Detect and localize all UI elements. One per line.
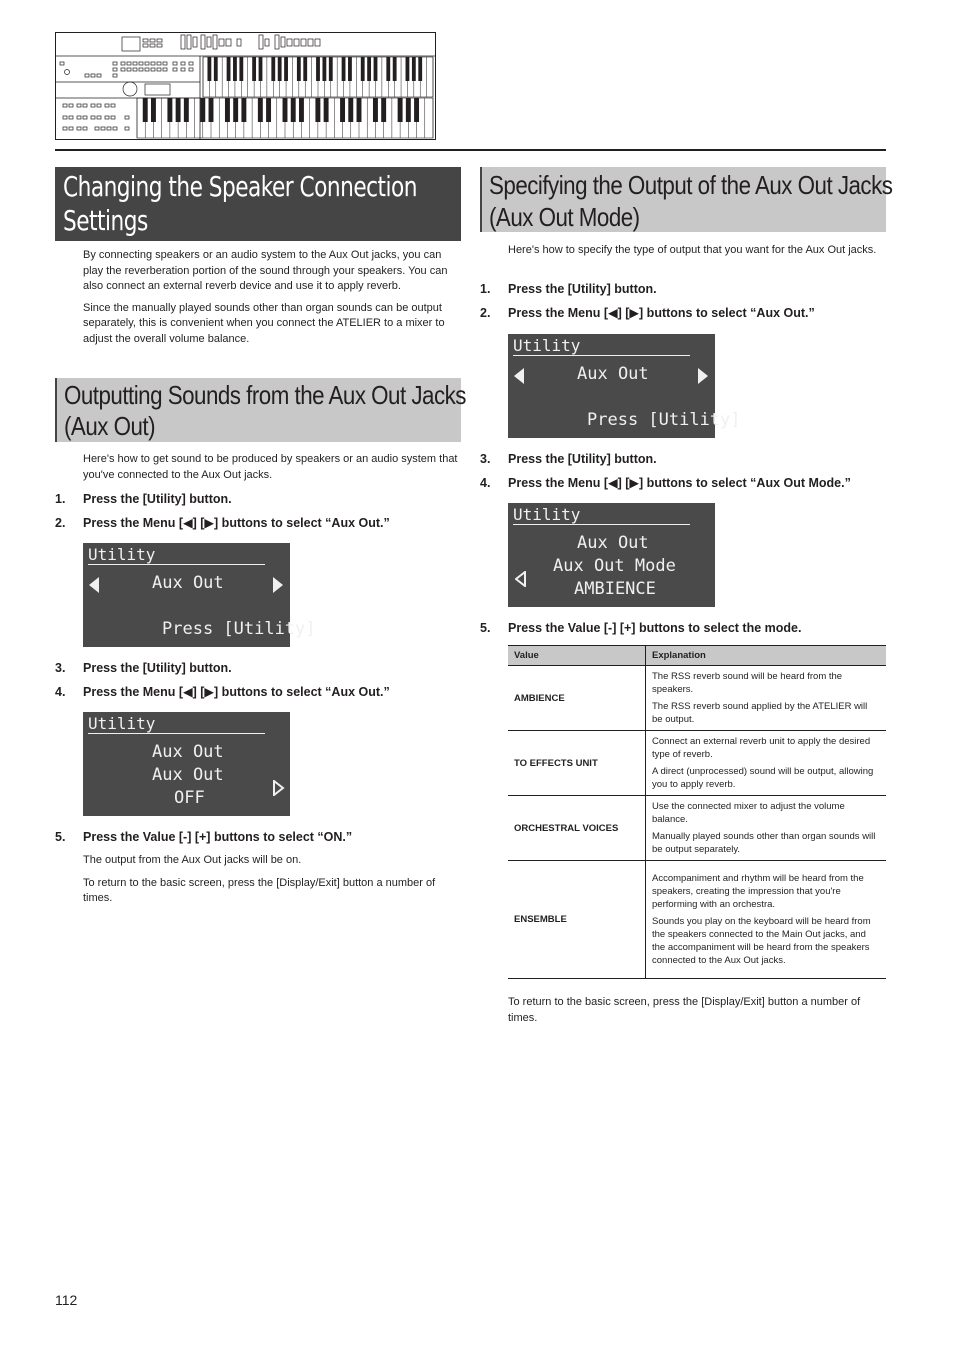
right-outline-arrow-icon bbox=[273, 780, 285, 796]
intro-paragraph-1: By connecting speakers or an audio system to the Aux Out jacks, you can play the reverberation portion of the sound through your speakers. You can also connect an external reverb device and use it to apply reverb. bbox=[83, 249, 448, 292]
value-cell: ENSEMBLE bbox=[508, 861, 646, 979]
black-key bbox=[322, 57, 326, 81]
lcd-screen-aux-out-mode bbox=[508, 503, 715, 607]
header-rule bbox=[55, 149, 886, 151]
explanation-cell bbox=[646, 861, 887, 979]
black-key bbox=[406, 98, 411, 122]
explanation-cell bbox=[646, 796, 887, 861]
table-row bbox=[508, 796, 886, 861]
explanation-text: Accompaniment and rhythm will be heard from the speakers, creating the impression that you're performing with an orchestra. bbox=[652, 873, 864, 910]
black-key bbox=[342, 57, 346, 81]
lcd-screen-utility bbox=[83, 543, 316, 647]
main-heading-line1: Changing the Speaker Connection bbox=[63, 170, 417, 203]
value-cell: TO EFFECTS UNIT bbox=[508, 731, 646, 796]
right-intro: Here's how to specify the type of output that you want for the Aux Out jacks. bbox=[508, 244, 877, 256]
black-key bbox=[176, 98, 181, 122]
black-key bbox=[348, 98, 353, 122]
column-header-explanation: Explanation bbox=[646, 646, 887, 666]
step-number: 5. bbox=[55, 830, 66, 844]
step-number: 3. bbox=[480, 452, 491, 466]
black-key bbox=[233, 57, 237, 81]
intro-paragraph-2: Since the manually played sounds other than organ sounds can be output separately, this is convenient when you connect the ATELIER to a mixer to adjust the overall volume balance. bbox=[83, 301, 445, 345]
lcd-line: Aux Out Mode bbox=[553, 556, 676, 576]
step-number: 3. bbox=[55, 661, 66, 675]
black-key bbox=[284, 57, 288, 81]
black-key bbox=[381, 98, 386, 122]
step-text: Press the Value [-] [+] buttons to select “ON.” bbox=[83, 830, 353, 844]
lcd-line: Aux Out bbox=[152, 742, 224, 762]
value-cell: AMBIENCE bbox=[508, 666, 646, 731]
left-intro bbox=[83, 248, 461, 347]
black-key bbox=[252, 57, 256, 81]
step-number: 1. bbox=[55, 492, 66, 506]
black-key bbox=[278, 57, 282, 81]
black-key bbox=[398, 98, 403, 122]
step-text: Press the [Utility] button. bbox=[83, 661, 232, 675]
left-arrow-icon bbox=[514, 368, 524, 384]
black-key bbox=[393, 57, 397, 81]
step-number: 4. bbox=[480, 476, 491, 490]
table-row bbox=[508, 731, 886, 796]
lcd-header: Utility bbox=[513, 336, 581, 355]
black-key bbox=[414, 98, 419, 122]
black-key bbox=[348, 57, 352, 81]
black-key bbox=[258, 98, 263, 122]
lcd-screen-aux-out bbox=[83, 712, 290, 816]
lcd-line: Aux Out bbox=[152, 573, 224, 593]
step-text: Press the Menu [◀] [▶] buttons to select “Aux Out.” bbox=[83, 516, 390, 530]
explanation-text: Use the connected mixer to adjust the volume balance. bbox=[652, 801, 845, 825]
step-text: Press the [Utility] button. bbox=[508, 452, 657, 466]
column-header-value: Value bbox=[508, 646, 646, 666]
section-heading-aux-out-mode bbox=[480, 167, 893, 232]
step-text: Press the [Utility] button. bbox=[83, 492, 232, 506]
lcd-header: Utility bbox=[513, 505, 581, 524]
right-arrow-icon bbox=[698, 368, 708, 384]
organ-illustration bbox=[55, 32, 436, 140]
step-text: Press the Menu [◀] [▶] buttons to select “Aux Out Mode.” bbox=[508, 476, 851, 490]
explanation-text: The RSS reverb sound applied by the ATELIER will be output. bbox=[652, 701, 868, 725]
main-heading bbox=[55, 167, 461, 241]
table-header-row bbox=[508, 646, 886, 666]
black-key bbox=[373, 98, 378, 122]
right-arrow-icon bbox=[273, 577, 283, 593]
step-text: Press the Menu [◀] [▶] buttons to select “Aux Out.” bbox=[83, 685, 390, 699]
section-heading-aux-out bbox=[55, 378, 466, 442]
black-key bbox=[299, 98, 304, 122]
black-key bbox=[340, 98, 345, 122]
black-key bbox=[151, 98, 156, 122]
black-key bbox=[412, 57, 416, 81]
black-key bbox=[374, 57, 378, 81]
black-key bbox=[386, 57, 390, 81]
lcd-underline bbox=[88, 564, 265, 565]
black-key bbox=[209, 98, 214, 122]
step-number: 1. bbox=[480, 282, 491, 296]
black-key bbox=[266, 98, 271, 122]
value-cell: ORCHESTRAL VOICES bbox=[508, 796, 646, 861]
explanation-cell bbox=[646, 731, 887, 796]
lcd-underline bbox=[88, 733, 265, 734]
left-arrow-icon bbox=[89, 577, 99, 593]
black-key bbox=[227, 57, 231, 81]
explanation-text: A direct (unprocessed) sound will be output, allowing you to apply reverb. bbox=[652, 766, 874, 790]
table-row bbox=[508, 861, 886, 979]
black-key bbox=[367, 57, 371, 81]
explanation-text: The RSS reverb sound will be heard from the speakers. bbox=[652, 671, 843, 695]
lcd-line: OFF bbox=[174, 788, 205, 808]
main-heading-line2: Settings bbox=[63, 204, 148, 237]
black-key bbox=[291, 98, 296, 122]
black-key bbox=[324, 98, 329, 122]
black-key bbox=[303, 57, 307, 81]
lcd-underline bbox=[513, 524, 690, 525]
step-number: 2. bbox=[480, 306, 491, 320]
black-key bbox=[233, 98, 238, 122]
black-key bbox=[214, 57, 218, 81]
black-key bbox=[200, 98, 205, 122]
black-key bbox=[297, 57, 301, 81]
black-key bbox=[207, 57, 211, 81]
black-key bbox=[283, 98, 288, 122]
step-text: Press the Value [-] [+] buttons to select the mode. bbox=[508, 621, 802, 635]
section-heading-line1: Specifying the Output of the Aux Out Jacks bbox=[489, 170, 893, 200]
step-number: 2. bbox=[55, 516, 66, 530]
lcd-line: Press [Utility] bbox=[587, 410, 741, 430]
left-outline-arrow-icon bbox=[515, 571, 527, 587]
lcd-line: Aux Out bbox=[577, 364, 649, 384]
black-key bbox=[418, 57, 422, 81]
left-notes bbox=[83, 853, 461, 907]
explanation-text: Sounds you play on the keyboard will be heard from the speakers connected to the Main Out jacks, and the accompaniment will be heard from the speakers connected to the Aux Out jacks. bbox=[652, 916, 871, 966]
note-output-on: The output from the Aux Out jacks will be on. bbox=[83, 854, 302, 866]
explanation-text: Manually played sounds other than organ sounds will be output separately. bbox=[652, 831, 876, 855]
lcd-line: Aux Out bbox=[152, 765, 224, 785]
lcd-line: Press [Utility] bbox=[162, 619, 316, 639]
black-key bbox=[357, 98, 362, 122]
black-key bbox=[225, 98, 230, 122]
step-text: Press the Menu [◀] [▶] buttons to select “Aux Out.” bbox=[508, 306, 815, 320]
step-text: Press the [Utility] button. bbox=[508, 282, 657, 296]
lcd-line: Aux Out bbox=[577, 533, 649, 553]
step-number: 4. bbox=[55, 685, 66, 699]
lcd-line: AMBIENCE bbox=[574, 579, 656, 599]
black-key bbox=[167, 98, 172, 122]
black-key bbox=[271, 57, 275, 81]
black-key bbox=[329, 57, 333, 81]
black-key bbox=[406, 57, 410, 81]
explanation-cell bbox=[646, 666, 887, 731]
note-return: To return to the basic screen, press the [Display/Exit] button a number of times. bbox=[83, 876, 436, 904]
section-intro: Here's how to get sound to be produced by speakers or an audio system that you've connected to the Aux Out jacks. bbox=[83, 453, 458, 481]
lcd-underline bbox=[513, 355, 690, 356]
explanation-text: Connect an external reverb unit to apply the desired type of reverb. bbox=[652, 736, 871, 760]
lcd-screen-utility bbox=[508, 334, 741, 438]
black-key bbox=[315, 98, 320, 122]
black-key bbox=[259, 57, 263, 81]
lcd-header: Utility bbox=[88, 545, 156, 564]
aux-out-mode-table bbox=[508, 645, 886, 979]
black-key bbox=[316, 57, 320, 81]
right-note-return: To return to the basic screen, press the [Display/Exit] button a number of times. bbox=[508, 996, 861, 1024]
black-key bbox=[143, 98, 148, 122]
black-key bbox=[184, 98, 189, 122]
section-heading-line1: Outputting Sounds from the Aux Out Jacks bbox=[64, 380, 466, 410]
lcd-header: Utility bbox=[88, 714, 156, 733]
section-heading-line2: (Aux Out Mode) bbox=[489, 202, 640, 232]
page-number: 112 bbox=[55, 1292, 78, 1308]
black-key bbox=[239, 57, 243, 81]
section-heading-line2: (Aux Out) bbox=[64, 411, 156, 441]
black-key bbox=[361, 57, 365, 81]
step-number: 5. bbox=[480, 621, 491, 635]
black-key bbox=[241, 98, 246, 122]
table-row bbox=[508, 666, 886, 731]
